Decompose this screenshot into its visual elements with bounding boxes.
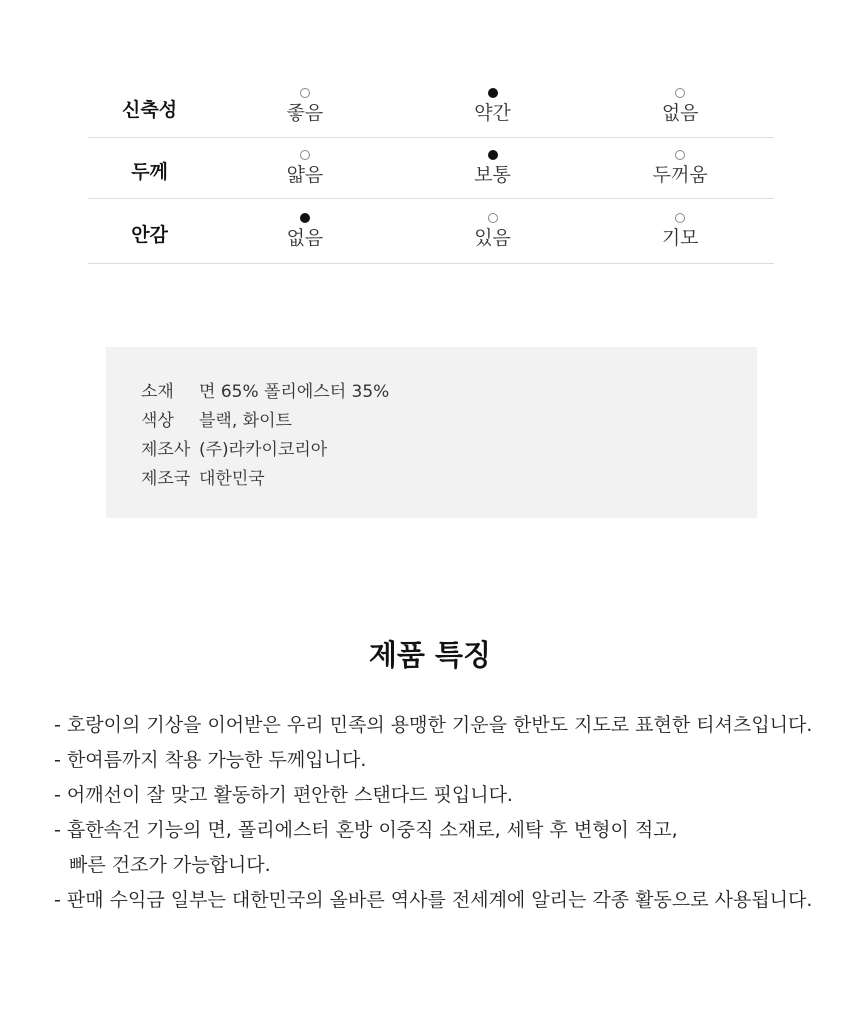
spec-option <box>586 76 774 137</box>
info-key: 소재 <box>141 382 174 402</box>
spec-option <box>211 138 399 198</box>
spec-table <box>88 76 774 264</box>
features-list <box>54 708 844 918</box>
feature-item <box>54 778 844 813</box>
info-row-manufacturer <box>141 433 757 462</box>
unselected-circle-icon <box>675 88 685 98</box>
feature-line: - 호랑이의 기상을 이어받은 우리 민족의 용맹한 기운을 한반도 지도로 표현한 티셔츠입니다. <box>54 714 813 736</box>
spec-label: 신축성 <box>122 99 178 121</box>
spec-row-lining <box>88 199 774 264</box>
spec-label: 두께 <box>131 160 168 183</box>
info-value: 대한민국 <box>199 469 265 489</box>
info-row-material <box>141 375 757 404</box>
info-value: (주)라카이코리아 <box>199 440 328 460</box>
info-row-country <box>141 462 757 491</box>
features-title: 제품 특징 <box>368 638 492 672</box>
feature-line: - 흡한속건 기능의 면, 폴리에스터 혼방 이중직 소재로, 세탁 후 변형이 적고, <box>54 819 678 841</box>
unselected-circle-icon <box>300 150 310 160</box>
spec-option <box>399 138 587 198</box>
feature-item <box>54 883 844 918</box>
feature-line: - 어깨선이 잘 맞고 활동하기 편안한 스탠다드 핏입니다. <box>54 784 513 806</box>
feature-item <box>54 708 844 743</box>
info-key: 제조국 <box>141 469 191 489</box>
spec-label: 안감 <box>131 223 168 246</box>
spec-row-stretch <box>88 76 774 138</box>
spec-row-thickness <box>88 138 774 199</box>
info-key: 제조사 <box>141 440 191 460</box>
feature-line: 빠른 건조가 가능합니다. <box>69 854 271 876</box>
product-info-box <box>106 347 757 518</box>
spec-option-label: 좋음 <box>286 102 324 124</box>
spec-option-label: 두꺼움 <box>652 163 708 186</box>
spec-option-label: 없음 <box>661 102 699 124</box>
selected-dot-icon <box>300 213 310 223</box>
spec-option-label: 없음 <box>286 226 324 249</box>
spec-option <box>586 199 774 263</box>
selected-dot-icon <box>488 88 498 98</box>
spec-option <box>399 76 587 137</box>
info-value: 블랙, 화이트 <box>199 411 292 431</box>
feature-line: - 판매 수익금 일부는 대한민국의 올바른 역사를 전세계에 알리는 각종 활동으로 사용됩니다. <box>54 889 813 911</box>
spec-option-label: 기모 <box>661 226 699 249</box>
unselected-circle-icon <box>675 213 685 223</box>
spec-option <box>211 76 399 137</box>
feature-item <box>54 743 844 778</box>
feature-item <box>54 813 844 883</box>
unselected-circle-icon <box>675 150 685 160</box>
spec-option-label: 얇음 <box>286 163 324 186</box>
spec-option <box>399 199 587 263</box>
spec-option-label: 약간 <box>474 102 511 124</box>
unselected-circle-icon <box>488 213 498 223</box>
feature-line: - 한여름까지 착용 가능한 두께입니다. <box>54 749 367 771</box>
info-value: 면 65% 폴리에스터 35% <box>199 382 390 402</box>
unselected-circle-icon <box>300 88 310 98</box>
info-row-color <box>141 404 757 433</box>
spec-option <box>211 199 399 263</box>
selected-dot-icon <box>488 150 498 160</box>
info-key: 색상 <box>141 411 174 431</box>
spec-option-label: 보통 <box>474 163 511 186</box>
spec-option-label: 있음 <box>474 226 511 249</box>
spec-option <box>586 138 774 198</box>
